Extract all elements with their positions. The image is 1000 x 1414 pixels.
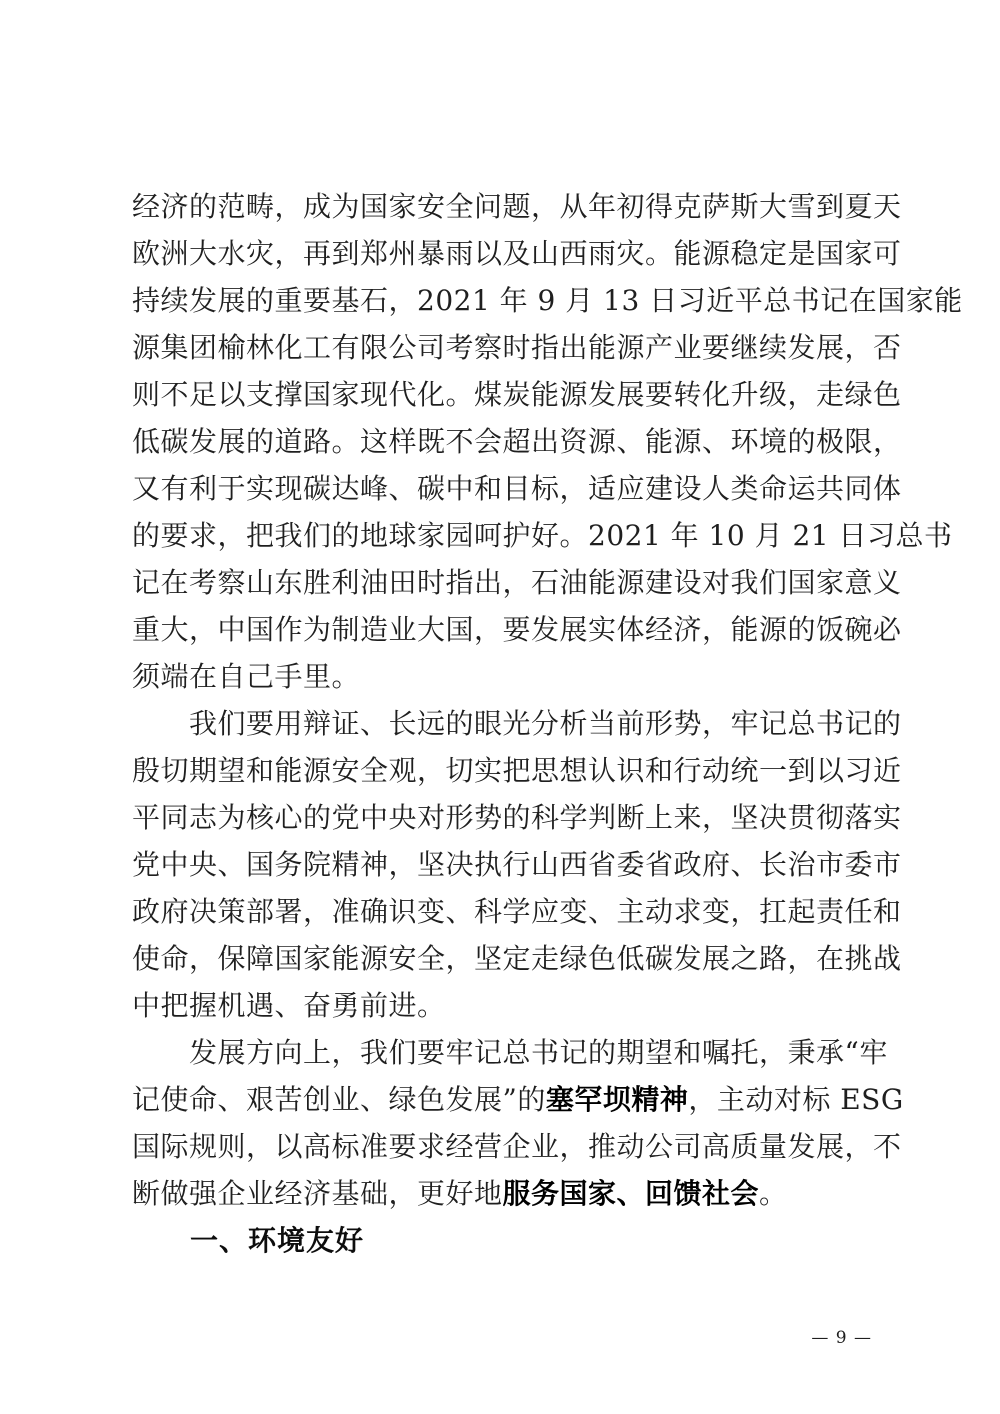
text-line — [132, 700, 902, 747]
body-text: 又有利于实现碳达峰、碳中和目标，适应建设人类命运共同体 — [132, 472, 902, 505]
text-line — [132, 935, 902, 982]
body-text: 低碳发展的道路。这样既不会超出资源、能源、环境的极限， — [132, 425, 902, 458]
body-text: 国际规则，以高标准要求经营企业，推动公司高质量发展，不 — [132, 1130, 902, 1163]
body-text: 重大，中国作为制造业大国，要发展实体经济，能源的饭碗必 — [132, 613, 902, 646]
text-line — [132, 1170, 870, 1217]
body-text: 须端在自己手里。 — [132, 660, 361, 693]
body-text: 记使命、艰苦创业、绿色发展”的 — [132, 1083, 546, 1116]
text-line — [132, 1123, 902, 1170]
body-text: 。 — [759, 1177, 788, 1210]
body-text: 殷切期望和能源安全观，切实把思想认识和行动统一到以习近 — [132, 754, 902, 787]
body-text: 使命，保障国家能源安全，坚定走绿色低碳发展之路，在挑战 — [132, 942, 902, 975]
text-line — [132, 230, 902, 277]
body-text: 发展方向上，我们要牢记总书记的期望和嘱托，秉承“牢 — [189, 1036, 888, 1069]
text-line — [132, 747, 902, 794]
paragraph-lines — [132, 183, 963, 1217]
emphasis-text: 塞罕坝精神 — [545, 1084, 689, 1115]
body-text: 中把握机遇、奋勇前进。 — [132, 989, 446, 1022]
body-text: 持续发展的重要基石，2021 年 9 月 13 日习近平总书记在国家能 — [132, 284, 963, 317]
text-line — [132, 465, 902, 512]
emphasis-text: 服务国家、回馈社会 — [502, 1178, 760, 1209]
page-number: — 9 — — [811, 1328, 872, 1348]
text-line — [132, 1029, 888, 1076]
body-text: 源集团榆林化工有限公司考察时指出能源产业要继续发展，否 — [132, 331, 902, 364]
body-text: 断做强企业经济基础，更好地 — [132, 1177, 503, 1210]
text-line — [132, 277, 963, 324]
text-line — [132, 559, 902, 606]
text-line — [132, 418, 902, 465]
body-text: 政府决策部署，准确识变、科学应变、主动求变，扛起责任和 — [132, 895, 902, 928]
body-text: ，主动对标 ESG — [688, 1083, 904, 1116]
document-body — [132, 183, 963, 1264]
body-text: 欧洲大水灾，再到郑州暴雨以及山西雨灾。能源稳定是国家可 — [132, 237, 902, 270]
text-line — [132, 512, 953, 559]
text-line — [132, 982, 870, 1029]
text-line — [132, 1076, 904, 1123]
body-text: 记在考察山东胜利油田时指出，石油能源建设对我们国家意义 — [132, 566, 902, 599]
text-line — [132, 653, 870, 700]
text-line — [132, 794, 902, 841]
body-text: 我们要用辩证、长远的眼光分析当前形势，牢记总书记的 — [189, 707, 902, 740]
body-text: 经济的范畴，成为国家安全问题，从年初得克萨斯大雪到夏天 — [132, 190, 902, 223]
section-heading: 一、环境友好 — [190, 1225, 365, 1256]
body-text: 党中央、国务院精神，坚决执行山西省委省政府、长治市委市 — [132, 848, 902, 881]
body-text: 则不足以支撑国家现代化。煤炭能源发展要转化升级，走绿色 — [132, 378, 902, 411]
text-line — [132, 606, 902, 653]
text-line — [132, 841, 902, 888]
text-line — [132, 888, 902, 935]
text-line — [132, 183, 902, 230]
text-line — [132, 324, 902, 371]
body-text: 的要求，把我们的地球家园呵护好。2021 年 10 月 21 日习总书 — [132, 519, 953, 552]
text-line — [132, 371, 902, 418]
body-text: 平同志为核心的党中央对形势的科学判断上来，坚决贯彻落实 — [132, 801, 902, 834]
